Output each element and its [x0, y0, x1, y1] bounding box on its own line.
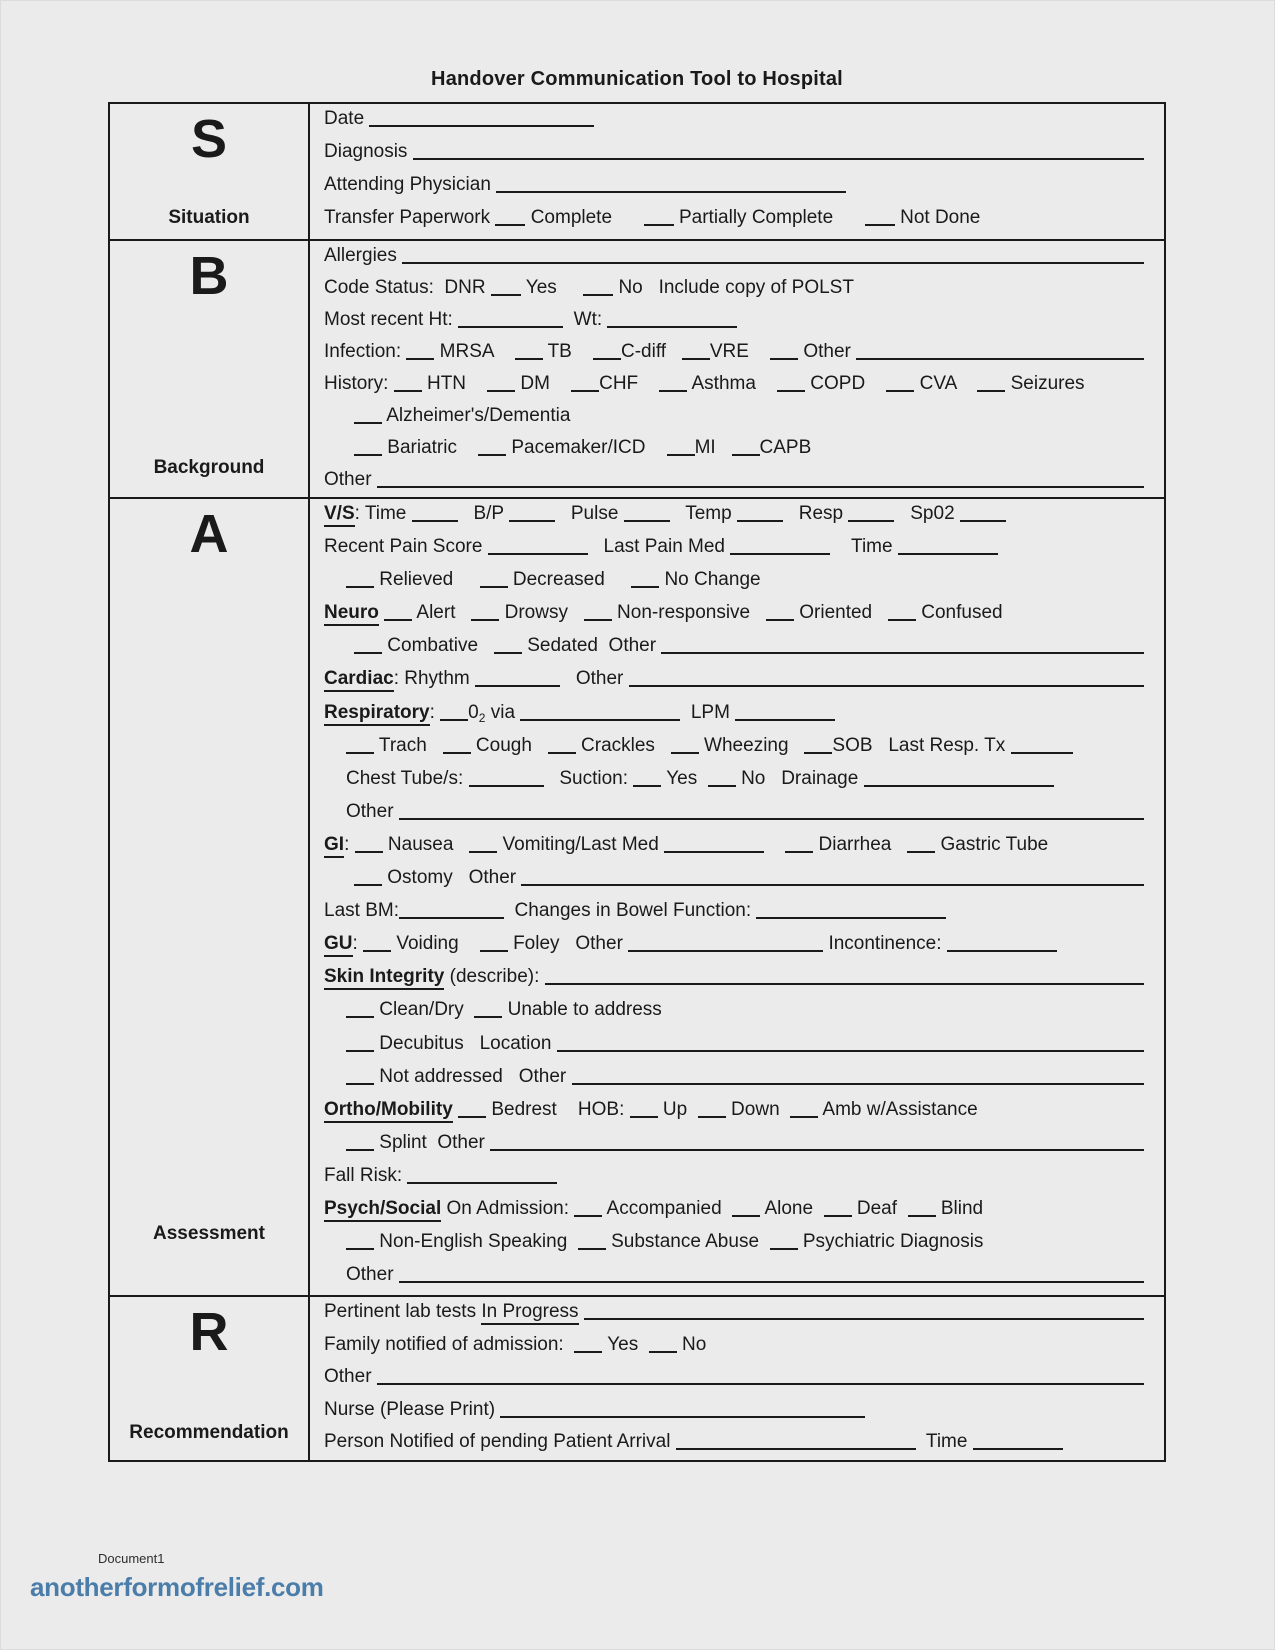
blank-field[interactable] [399, 902, 504, 919]
blank-field[interactable] [478, 439, 506, 456]
text-segment: Nurse (Please Print) [324, 1398, 501, 1420]
text-segment [764, 834, 785, 856]
section-content-b [310, 239, 1164, 497]
blank-field[interactable] [785, 836, 813, 853]
text-segment: : Rhythm [393, 668, 476, 690]
text-segment: Pulse [555, 503, 624, 524]
text-segment: Other [346, 800, 399, 822]
form-line [324, 107, 1154, 140]
text-segment: Wt: [563, 309, 608, 330]
blank-field[interactable] [667, 439, 695, 456]
text-segment: Non-English Speaking [374, 1231, 578, 1253]
text-segment: Other [798, 341, 857, 362]
text-segment: SOB Last Resp. Tx [832, 734, 1011, 756]
blank-field[interactable] [346, 1233, 374, 1250]
form-line [324, 800, 1154, 833]
blank-field[interactable] [908, 1200, 936, 1217]
form-line [324, 206, 1154, 239]
text-segment: COPD [805, 373, 887, 394]
blank-field[interactable] [732, 1200, 760, 1217]
text-segment: Cough [470, 734, 548, 756]
text-segment: Yes [661, 767, 708, 789]
text-segment: Changes in Bowel Function: [503, 900, 757, 922]
section-content-r [310, 1295, 1164, 1460]
text-segment: CHF [599, 373, 660, 394]
blank-field[interactable] [770, 343, 798, 360]
watermark-link[interactable]: anotherformofrelief.com [30, 1572, 324, 1602]
text-segment: Partially Complete [673, 207, 865, 228]
blank-field[interactable] [593, 343, 621, 360]
text-segment: No Change [659, 569, 761, 591]
blank-field[interactable] [354, 637, 382, 654]
text-segment: (describe): [444, 966, 545, 988]
blank-field[interactable] [399, 1266, 1144, 1283]
form-line [324, 404, 1154, 436]
blank-field[interactable] [354, 439, 382, 456]
text-segment: Pacemaker/ICD [506, 437, 667, 458]
blank-field[interactable] [624, 505, 670, 522]
form-line [324, 1164, 1154, 1197]
text-segment: Unable to address [502, 999, 662, 1021]
text-segment: CAPB [759, 437, 812, 458]
form-line [324, 1032, 1154, 1065]
blank-field[interactable] [475, 670, 560, 687]
form-line [324, 468, 1154, 500]
text-segment: No Include copy of POLST [613, 277, 854, 298]
form-line [324, 965, 1154, 998]
text-segment: B/P [457, 503, 510, 524]
text-segment: Family notified of admission: [324, 1333, 575, 1355]
blank-field[interactable] [469, 836, 497, 853]
text-segment: Bariatric [382, 437, 479, 458]
blank-field[interactable] [571, 375, 599, 392]
blank-field[interactable] [907, 836, 935, 853]
blank-field[interactable] [977, 375, 1005, 392]
blank-field[interactable] [574, 1200, 602, 1217]
section-letter-s: S [190, 109, 228, 169]
text-segment: Voiding [391, 933, 480, 955]
form-line [324, 899, 1154, 932]
blank-field[interactable] [735, 704, 835, 721]
text-segment: TB [542, 341, 593, 362]
form-line [324, 173, 1154, 206]
form-line [324, 1131, 1154, 1164]
text-segment: Bedrest HOB: [486, 1098, 630, 1120]
text-segment: Wheezing [698, 734, 805, 756]
text-segment: Other [560, 668, 629, 690]
blank-field[interactable] [790, 1101, 818, 1118]
text-segment: Last Pain Med [587, 536, 731, 558]
blank-field[interactable] [730, 538, 830, 555]
text-segment: C-diff [620, 341, 682, 362]
blank-field[interactable] [865, 209, 895, 226]
text-segment: Crackles [575, 734, 671, 756]
text-segment: Gastric Tube [935, 833, 1049, 855]
field-label: GI [324, 834, 344, 858]
blank-field[interactable] [412, 505, 458, 522]
text-segment: Complete [525, 207, 644, 228]
blank-field[interactable] [766, 604, 794, 621]
field-label: Psych/Social [324, 1198, 441, 1222]
blank-field[interactable] [346, 1001, 374, 1018]
text-segment: Time [830, 536, 898, 558]
text-segment: Last BM: [324, 900, 399, 922]
section-cell-s [110, 104, 310, 239]
blank-field[interactable] [898, 538, 998, 555]
text-segment: Most recent Ht: [324, 309, 459, 330]
form-line [324, 244, 1154, 276]
form-line [324, 1333, 1154, 1366]
text-segment: Seizures [1005, 373, 1085, 394]
text-segment: Sp02 [894, 503, 960, 524]
text-segment: Decreased [507, 569, 632, 591]
form-line [324, 1263, 1154, 1296]
text-segment: Other [324, 469, 377, 490]
section-content-a [310, 497, 1164, 1295]
text-segment: Clean/Dry [374, 999, 475, 1021]
blank-field[interactable] [664, 836, 764, 853]
form-line [324, 734, 1154, 767]
blank-field[interactable] [363, 935, 391, 952]
blank-field[interactable] [856, 343, 1144, 360]
blank-field[interactable] [545, 968, 1144, 985]
section-content-s [310, 104, 1164, 239]
blank-field[interactable] [947, 935, 1057, 952]
blank-field[interactable] [671, 737, 699, 754]
blank-field[interactable] [377, 1368, 1144, 1385]
blank-field[interactable] [584, 604, 612, 621]
text-segment: Person Notified of pending Patient Arrival [324, 1431, 676, 1452]
blank-field[interactable] [407, 1167, 557, 1184]
blank-field[interactable] [496, 176, 846, 193]
text-segment: Suction: [543, 767, 634, 789]
text-segment: Code Status: DNR [324, 277, 491, 298]
text-segment: Diagnosis [324, 141, 413, 162]
blank-field[interactable] [469, 770, 544, 787]
blank-field[interactable] [394, 375, 422, 392]
text-segment: Recent Pain Score [324, 536, 488, 558]
text-segment: Non-responsive [611, 602, 766, 624]
blank-field[interactable] [354, 869, 382, 886]
blank-field[interactable] [520, 704, 680, 721]
blank-field[interactable] [515, 343, 543, 360]
blank-field[interactable] [509, 505, 555, 522]
text-segment: Other [346, 1264, 399, 1286]
text-segment: Transfer Paperwork [324, 207, 496, 228]
blank-field[interactable] [402, 247, 1144, 264]
section-label-b: Background [153, 457, 265, 478]
form-line [324, 1098, 1154, 1131]
blank-field[interactable] [413, 143, 1144, 160]
blank-field[interactable] [629, 670, 1144, 687]
section-letter-r: R [189, 1302, 229, 1362]
page-title: Handover Communication Tool to Hospital [431, 68, 843, 90]
blank-field[interactable] [630, 1101, 658, 1118]
blank-field[interactable] [886, 375, 914, 392]
form-line [324, 568, 1154, 601]
text-segment: Infection: [324, 341, 407, 362]
text-segment: : [352, 933, 364, 955]
field-label: GU [324, 933, 353, 957]
blank-field[interactable] [659, 375, 687, 392]
blank-field[interactable] [1011, 737, 1073, 754]
text-segment: Up [657, 1098, 698, 1120]
text-segment: Alzheimer's/Dementia [382, 405, 571, 426]
text-segment: MI [694, 437, 732, 458]
blank-field[interactable] [737, 505, 783, 522]
blank-field[interactable] [377, 471, 1144, 488]
text-segment: : Time [354, 503, 412, 524]
section-label-a: Assessment [153, 1223, 265, 1244]
form-line [324, 1197, 1154, 1230]
blank-field[interactable] [824, 1200, 852, 1217]
blank-field[interactable] [864, 770, 1054, 787]
blank-field[interactable] [756, 902, 946, 919]
text-segment: : [344, 833, 355, 855]
blank-field[interactable] [661, 637, 1144, 654]
blank-field[interactable] [346, 737, 374, 754]
section-cell-r [110, 1295, 310, 1460]
form-line [324, 1065, 1154, 1098]
form-line [324, 932, 1154, 965]
section-cell-a [110, 497, 310, 1295]
text-segment: Incontinence: [823, 933, 947, 955]
field-label: Skin Integrity [324, 966, 444, 990]
form-line [324, 1300, 1154, 1333]
text-segment: Date [324, 108, 370, 129]
blank-field[interactable] [578, 1233, 606, 1250]
blank-field[interactable] [557, 1035, 1144, 1052]
form-line [324, 998, 1154, 1031]
blank-field[interactable] [471, 604, 499, 621]
section-letter-a: A [189, 504, 229, 564]
blank-field[interactable] [346, 1134, 374, 1151]
text-segment: Nausea [382, 833, 470, 855]
blank-field[interactable] [732, 439, 760, 456]
blank-field[interactable] [346, 571, 374, 588]
blank-field[interactable] [500, 1401, 865, 1418]
form-line [324, 1398, 1154, 1431]
text-segment: No Drainage [735, 767, 864, 789]
blank-field[interactable] [480, 935, 508, 952]
blank-field[interactable] [384, 604, 412, 621]
form-line [324, 1365, 1154, 1398]
blank-field[interactable] [572, 1068, 1145, 1085]
blank-field[interactable] [708, 770, 736, 787]
blank-field[interactable] [488, 538, 588, 555]
blank-field[interactable] [487, 375, 515, 392]
text-segment: Oriented [793, 602, 888, 624]
underlined-text: In Progress [481, 1301, 578, 1325]
field-label: Cardiac [324, 668, 394, 692]
form-line [324, 308, 1154, 340]
form-line [324, 535, 1154, 568]
field-label: Ortho/Mobility [324, 1099, 453, 1123]
blank-field[interactable] [698, 1101, 726, 1118]
form-line [324, 436, 1154, 468]
text-segment: : [429, 701, 441, 723]
text-segment: 0 [468, 701, 479, 723]
text-segment: Resp [782, 503, 849, 524]
text-segment: Alert [412, 602, 472, 624]
blank-field[interactable] [548, 737, 576, 754]
text-segment: Amb w/Assistance [818, 1098, 978, 1120]
text-segment: Not Done [894, 207, 981, 228]
text-segment: Alone [760, 1197, 824, 1219]
text-segment: Yes [602, 1333, 649, 1355]
form-line [324, 701, 1154, 734]
text-segment: Psychiatric Diagnosis [797, 1231, 984, 1253]
form-line [324, 502, 1154, 535]
text-segment: Time [915, 1431, 973, 1452]
blank-field[interactable] [804, 737, 832, 754]
form-line [324, 1430, 1154, 1463]
text-segment: Decubitus Location [374, 1032, 557, 1054]
text-segment: Relieved [374, 569, 480, 591]
form-line [324, 276, 1154, 308]
blank-field[interactable] [574, 1336, 602, 1353]
text-segment: Blind [935, 1197, 984, 1219]
text-segment: Other [324, 1366, 377, 1387]
form-line [324, 667, 1154, 700]
section-letter-b: B [189, 246, 229, 306]
text-segment: LPM [680, 701, 736, 723]
text-segment: via [485, 701, 521, 723]
text-segment: MRSA [434, 341, 515, 362]
field-label: Neuro [324, 602, 379, 626]
text-segment: Vomiting/Last Med [497, 833, 665, 855]
blank-field[interactable] [770, 1233, 798, 1250]
sbar-form-table [108, 102, 1166, 1462]
blank-field[interactable] [474, 1001, 502, 1018]
form-line [324, 340, 1154, 372]
text-segment: No [676, 1333, 707, 1355]
blank-field[interactable] [480, 571, 508, 588]
blank-field[interactable] [682, 343, 710, 360]
blank-field[interactable] [583, 279, 613, 296]
section-label-r: Recommendation [129, 1422, 289, 1443]
text-segment: Down [725, 1098, 791, 1120]
blank-field[interactable] [848, 505, 894, 522]
blank-field[interactable] [458, 1101, 486, 1118]
text-segment: Deaf [851, 1197, 908, 1219]
text-segment: VRE [709, 341, 771, 362]
text-segment: Temp [669, 503, 737, 524]
blank-field[interactable] [458, 311, 563, 328]
text-segment: History: [324, 373, 394, 394]
blank-field[interactable] [631, 571, 659, 588]
text-segment: HTN [421, 373, 488, 394]
text-segment: On Admission: [441, 1197, 575, 1219]
blank-field[interactable] [973, 1433, 1063, 1450]
text-segment: Substance Abuse [605, 1231, 770, 1253]
form-line [324, 767, 1154, 800]
form-line [324, 1230, 1154, 1263]
blank-field[interactable] [888, 604, 916, 621]
blank-field[interactable] [399, 803, 1144, 820]
blank-field[interactable] [495, 209, 525, 226]
field-label: V/S [324, 503, 355, 527]
document-name: Document1 [98, 1551, 165, 1566]
form-line [324, 866, 1154, 899]
text-segment: Allergies [324, 245, 403, 266]
blank-field[interactable] [494, 637, 522, 654]
text-segment: Foley Other [507, 933, 629, 955]
text-segment: Splint Other [374, 1131, 491, 1153]
text-segment: Fall Risk: [324, 1164, 408, 1186]
blank-field[interactable] [369, 110, 594, 127]
blank-field[interactable] [960, 505, 1006, 522]
blank-field[interactable] [777, 375, 805, 392]
text-segment: Confused [915, 602, 1003, 624]
section-label-s: Situation [168, 207, 250, 228]
subscript-text: 2 [478, 710, 486, 725]
blank-field[interactable] [633, 770, 661, 787]
blank-field[interactable] [649, 1336, 677, 1353]
text-segment: Chest Tube/s: [346, 767, 469, 789]
text-segment: Sedated Other [521, 635, 662, 657]
section-cell-b [110, 239, 310, 497]
blank-field[interactable] [346, 1068, 374, 1085]
text-segment: Not addressed Other [374, 1065, 572, 1087]
blank-field[interactable] [584, 1303, 1144, 1320]
blank-field[interactable] [346, 1035, 374, 1052]
text-segment: Yes [520, 277, 584, 298]
form-line [324, 372, 1154, 404]
form-line [324, 140, 1154, 173]
blank-field[interactable] [355, 836, 383, 853]
blank-field[interactable] [354, 407, 382, 424]
text-segment: Attending Physician [324, 174, 497, 195]
text-segment: Accompanied [602, 1197, 733, 1219]
blank-field[interactable] [490, 1134, 1144, 1151]
text-segment: Combative [382, 635, 494, 657]
text-segment: CVA [914, 373, 978, 394]
blank-field[interactable] [443, 737, 471, 754]
field-label: Respiratory [324, 702, 430, 726]
text-segment: DM [515, 373, 572, 394]
text-segment: Asthma [687, 373, 778, 394]
blank-field[interactable] [644, 209, 674, 226]
text-segment: Ostomy Other [382, 867, 522, 889]
blank-field[interactable] [406, 343, 434, 360]
blank-field[interactable] [628, 935, 823, 952]
blank-field[interactable] [607, 311, 737, 328]
form-line [324, 634, 1154, 667]
text-segment: Diarrhea [813, 833, 908, 855]
text-segment: Pertinent lab tests [324, 1301, 482, 1322]
form-line [324, 601, 1154, 634]
blank-field[interactable] [440, 704, 468, 721]
blank-field[interactable] [491, 279, 521, 296]
form-line [324, 833, 1154, 866]
text-segment: Drowsy [499, 602, 584, 624]
text-segment: Trach [374, 734, 443, 756]
blank-field[interactable] [676, 1433, 916, 1450]
blank-field[interactable] [521, 869, 1144, 886]
